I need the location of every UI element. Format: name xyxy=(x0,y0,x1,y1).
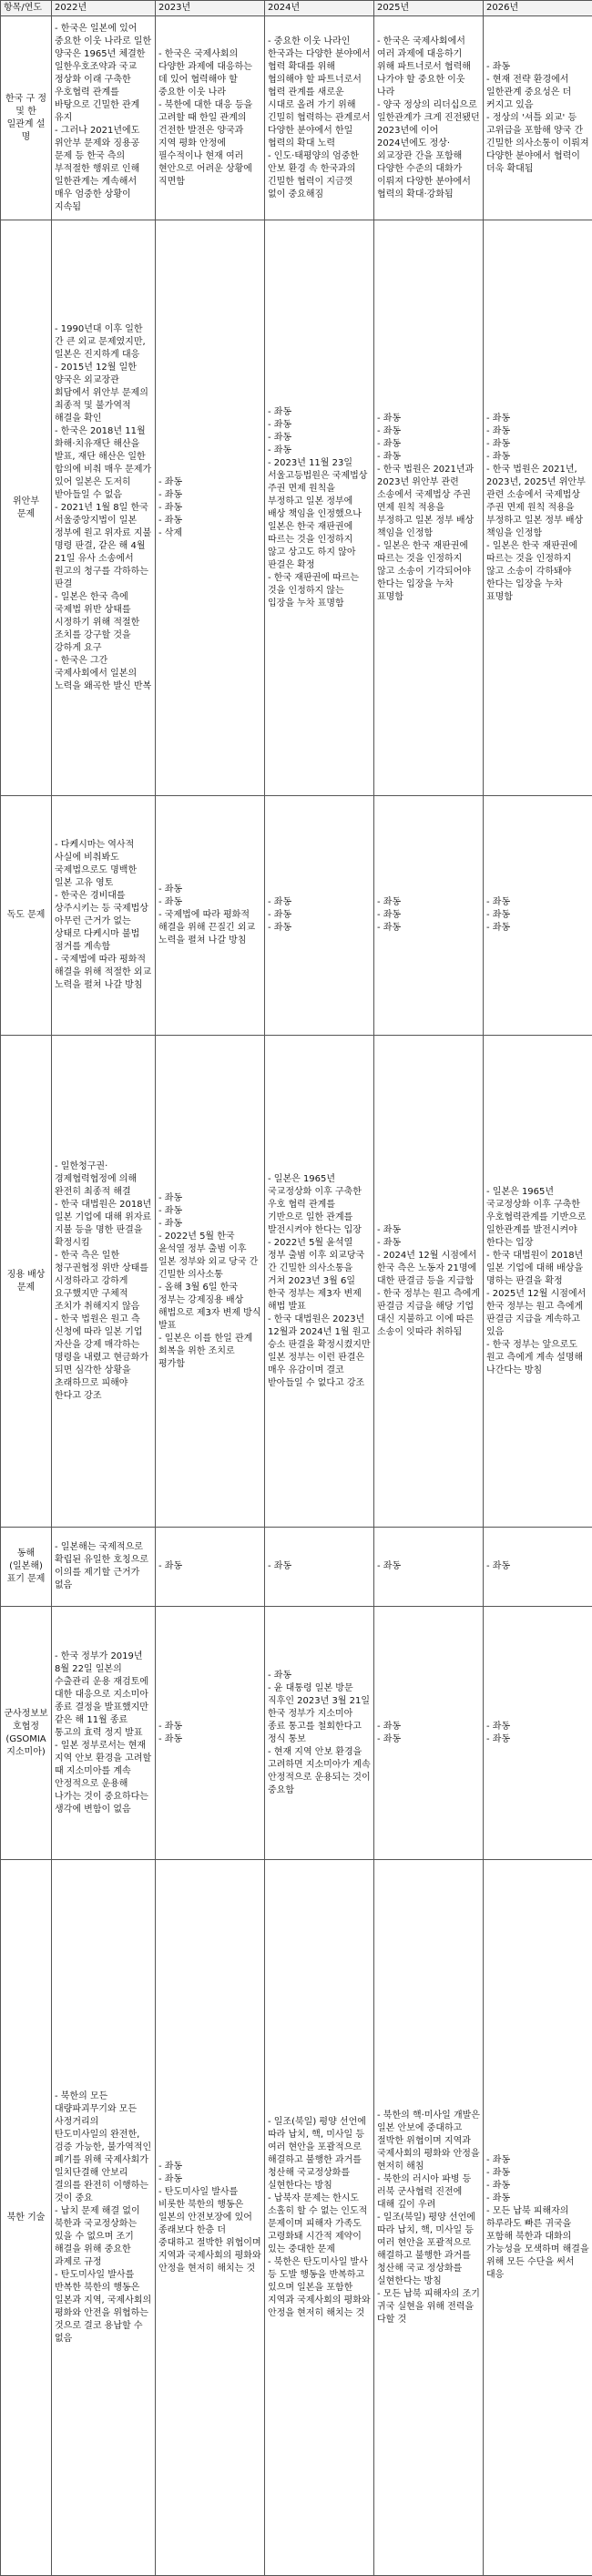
cell-2023: - 좌동 - 좌동 - 좌동 - 2022년 5월 한국 윤석열 정부 출범 이후 일본 정부와 외교 당국 간 긴밀한 의사소통 - 올해 3월 6일 한국 정부는 강제징용 배상 해법으로 제3자 변제 방식 발표 - 일본은 이를 한일 관계 회복을 위한 조치로 평가함 xyxy=(156,1036,265,1528)
cell-2026: - 좌동 - 좌동 - 좌동 - 좌동 - 모든 납북 피해자의 하루라도 빠른 귀국을 포함해 북한과 대화의 가능성을 모색하며 해결을 위해 모든 수단을 써서 대응 xyxy=(484,1860,592,2576)
row-north-korea xyxy=(1,1860,592,2576)
row-topic: 동해(일본해) 표기 문제 xyxy=(1,1528,52,1607)
cell-2022: - 일본해는 국제적으로 확립된 유일한 호칭으로 이의를 제기할 근거가 없음 xyxy=(52,1528,156,1607)
cell-2023: - 좌동 - 좌동 - 좌동 - 좌동 - 삭제 xyxy=(156,220,265,796)
cell-2023: - 좌동 - 좌동 xyxy=(156,1607,265,1860)
header-topic: 항목/연도 xyxy=(1,1,52,16)
cell-2026: - 좌동 - 좌동 - 좌동 xyxy=(484,796,592,1036)
row-comfort-women xyxy=(1,220,592,796)
cell-2025: - 북한의 핵·미사일 개발은 일본 안보에 중대하고 절박한 위협이며 지역과 국제사회의 평화와 안정을 현저히 해침 - 북한의 러시아 파병 등 러북 군사협력 진전에 대해 깊이 우려 - 일조(북일) 평양 선언에 따라 납치, 핵, 미사일 등 여러 현안을 포괄적으로 해결하고 불행한 과거를 청산해 국교 정상화를 실현한다는 방침 - 모든 납북 피해자의 조기 귀국 실현을 위해 전력을 다할 것 xyxy=(374,1860,484,2576)
cell-2022: - 한국 정부가 2019년 8월 22일 일본의 수출관리 운용 재검토에 대한 대응으로 지소미아 종료 결정을 발표했지만 같은 해 11월 종료 통고의 효력 정지 발표 - 일본 정부로서는 현재 지역 안보 환경을 고려할 때 지소미아를 계속 안정적으로 운용해 나가는 것이 중요하다는 생각에 변함이 없음 xyxy=(52,1607,156,1860)
header-year-2025: 2025년 xyxy=(374,1,484,16)
cell-2026: - 좌동 - 좌동 - 좌동 - 좌동 - 한국 법원은 2021년, 2023년, 2025년 위안부 관련 소송에서 국제법상 주권 면제 원칙 적용을 부정하고 일본 정부 배상 책임을 인정함 - 일본은 한국 재판권에 따르는 것을 인정하지 않고 소송이 각하돼야 한다는 입장을 누차 표명함 xyxy=(484,220,592,796)
cell-2022: - 1990년대 이후 일한 간 큰 외교 문제였지만, 일본은 진지하게 대응 - 2015년 12월 일한 양국은 외교장관 회담에서 위안부 문제의 최종적 및 불가역적 해결을 확인 - 한국은 2018년 11월 화해·치유재단 해산을 발표, 재단 해산은 일한 합의에 비춰 매우 문제가 있어 일본은 도저히 받아들일 수 없음 - 2021년 1월 8일 한국 서울중앙지법이 일본 정부에 원고 위자료 지불 명령 판결, 같은 해 4월 21일 유사 소송에서 원고의 청구를 각하하는 판결 - 일본은 한국 측에 국제법 위반 상태를 시정하기 위해 적절한 조치를 강구할 것을 강하게 요구 - 한국은 그간 국제사회에서 일본의 노력을 왜곡한 발신 반복 xyxy=(52,220,156,796)
cell-2025: - 좌동 - 좌동 - 2024년 12월 시점에서 한국 측은 노동자 21명에 대한 판결금 등을 지급함 - 한국 정부는 원고 측에게 판결금 지급을 해당 기업 대신 지불하고 이에 따른 소송이 잇따라 취하됨 xyxy=(374,1036,484,1528)
header-row xyxy=(1,1,592,16)
cell-2024: - 좌동 - 좌동 - 좌동 xyxy=(265,796,374,1036)
header-year-2023: 2023년 xyxy=(156,1,265,16)
row-forced-labor xyxy=(1,1036,592,1528)
row-topic: 한국 구 정 및 한 일관계 설 명 xyxy=(1,16,52,220)
cell-2023: - 좌동 - 좌동 - 탄도미사일 발사를 비롯한 북한의 행동은 일본의 안전보장에 있어 종래보다 한층 더 중대하고 절박한 위협이며 지역과 국제사회의 평화와 안정을 현저히 해치는 것 xyxy=(156,1860,265,2576)
row-topic: 독도 문제 xyxy=(1,796,52,1036)
row-topic: 위안부 문제 xyxy=(1,220,52,796)
cell-2024: - 일조(북일) 평양 선언에 따라 납치, 핵, 미사일 등 여러 현안을 포괄적으로 해결하고 불행한 과거를 청산해 국교정상화를 실현한다는 방침 - 납북자 문제는 한시도 소홀히 할 수 없는 인도적 문제이며 피해자 가족도 고령화돼 시간적 제약이 있는 중대한 문제 - 북한은 탄도미사일 발사 등 도발 행동을 반복하고 있으며 일본을 포함한 지역과 국제사회의 평화와 안정을 현저히 해치는 것 xyxy=(265,1860,374,2576)
cell-2024: - 중요한 이웃 나라인 한국과는 다양한 분야에서 협력 확대를 위해 협의해야 할 파트너로서 협력 관계를 새로운 시대로 올려 가기 위해 긴밀히 협력하는 관계로서 다양한 분야에서 한일 협력의 확대 노력 - 인도·태평양의 엄중한 안보 환경 속 한국과의 긴밀한 협력이 지금껏 없이 중요해짐 xyxy=(265,16,374,220)
cell-2024: - 좌동 xyxy=(265,1528,374,1607)
cell-2024: - 좌동 - 좌동 - 좌동 - 좌동 - 2023년 11월 23일 서울고등법원은 국제법상 주권 면제 원칙을 부정하고 일본 정부에 배상 책임을 인정했으나 일본은 한국 재판권에 따르는 것을 인정하지 않고 상고도 하지 않아 판결은 확정 - 한국 재판권에 따르는 것을 인정하지 않는 입장을 누차 표명함 xyxy=(265,220,374,796)
cell-2023: - 좌동 - 좌동 - 국제법에 따라 평화적 해결을 위해 끈질긴 외교 노력을 펼쳐 나갈 방침 xyxy=(156,796,265,1036)
row-topic: 군사정보보호협정(GSOMIA 지소미아) xyxy=(1,1607,52,1860)
cell-2025: - 좌동 - 좌동 - 좌동 - 좌동 - 한국 법원은 2021년과 2023년 위안부 관련 소송에서 국제법상 주권 면제 원칙 적용을 부정하고 일본 정부 배상 책임을 인정함 - 일본은 한국 재판권에 따르는 것을 인정하지 않고 소송이 기각되어야 한다는 입장을 누차 표명함 xyxy=(374,220,484,796)
cell-2023: - 한국은 국제사회의 다양한 과제에 대응하는 데 있어 협력해야 할 중요한 이웃 나라 - 북한에 대한 대응 등을 고려할 때 한일 관계의 건전한 발전은 양국과 지역 평화 안정에 필수적이나 현재 여러 현안으로 어려운 상황에 직면함 xyxy=(156,16,265,220)
cell-2025: - 한국은 국제사회에서 여러 과제에 대응하기 위해 파트너로서 협력해 나가야 할 중요한 이웃 나라 - 양국 정상의 리더십으로 일한관계가 크게 진전됐던 2023년에 이어 2024년에도 정상·외교장관 간을 포함해 다양한 수준의 대화가 이뤄져 다양한 분야에서 협력의 확대·강화됨 xyxy=(374,16,484,220)
header-year-2022: 2022년 xyxy=(52,1,156,16)
cell-2026: - 좌동 - 좌동 xyxy=(484,1607,592,1860)
cell-2026: - 일본은 1965년 국교정상화 이후 구축한 우호협력관계를 기반으로 일한관계를 발전시켜야 한다는 입장 - 한국 대법원이 2018년 일본 기업에 대해 배상을 명하는 판결을 확정 - 2025년 12월 시점에서 한국 정부는 원고 측에게 판결금 지급을 계속하고 있음 - 한국 정부는 앞으로도 원고 측에게 계속 설명해 나간다는 방침 xyxy=(484,1036,592,1528)
row-dokdo xyxy=(1,796,592,1036)
cell-2022: - 한국은 일본에 있어 중요한 이웃 나라로 일한 양국은 1965년 체결한 일한우호조약과 국교 정상화 이래 구축한 우호협력 관계를 바탕으로 긴밀한 관계 유지 - 그러나 2021년에도 위안부 문제와 징용공 문제 등 한국 측의 부적절한 행위로 인해 일한관계는 계속해서 매우 엄중한 상황이 지속됨 xyxy=(52,16,156,220)
header-year-2026: 2026년 xyxy=(484,1,592,16)
cell-2022: - 북한의 모든 대량파괴무기와 모든 사정거리의 탄도미사일의 완전한, 검증 가능한, 불가역적인 폐기를 위해 국제사회가 일치단결해 안보리 결의를 완전히 이행하는 것이 중요 - 납치 문제 해결 없이 북한과 국교정상화는 있을 수 없으며 조기 해결을 위해 중요한 과제로 규정 - 탄도미사일 발사를 반복한 북한의 행동은 일본과 지역, 국제사회의 평화와 안전을 위협하는 것으로 결코 용납할 수 없음 xyxy=(52,1860,156,2576)
cell-2026: - 좌동 - 현재 전략 환경에서 일한관계 중요성은 더 커지고 있음 - 정상의 '셔틀 외교' 등 고위급을 포함해 양국 간 긴밀한 의사소통이 이뤄져 다양한 분야에서 협력이 더욱 확대됨 xyxy=(484,16,592,220)
cell-2025: - 좌동 - 좌동 - 좌동 xyxy=(374,796,484,1036)
cell-2022: - 다케시마는 역사적 사실에 비춰봐도 국제법으로도 명백한 일본 고유 영토 - 한국은 경비대를 상주시키는 등 국제법상 아무런 근거가 없는 상태로 다케시마 불법 점거를 계속함 - 국제법에 따라 평화적 해결을 위해 적절한 외교 노력을 펼쳐 나갈 방침 xyxy=(52,796,156,1036)
header-year-2024: 2024년 xyxy=(265,1,374,16)
cell-2022: - 일한청구권·경제협력협정에 의해 완전히 최종적 해결 - 한국 대법원은 2018년 일본 기업에 대해 위자료 지불 등을 명한 판결을 확정시킴 - 한국 측은 일한 청구권협정 위반 상태를 시정하라고 강하게 요구했지만 구체적 조치가 취해지지 않음 - 한국 법원은 원고 측 신청에 따라 일본 기업 자산을 강제 매각하는 명령을 내렸고 현금화가 되면 심각한 상황을 초래하므로 피해야 한다고 강조 xyxy=(52,1036,156,1528)
row-east-sea xyxy=(1,1528,592,1607)
row-gsomia xyxy=(1,1607,592,1860)
row-topic: 북한 기술 xyxy=(1,1860,52,2576)
cell-2025: - 좌동 xyxy=(374,1528,484,1607)
cell-2023: - 좌동 xyxy=(156,1528,265,1607)
cell-2026: - 좌동 xyxy=(484,1528,592,1607)
cell-2024: - 좌동 - 윤 대통령 일본 방문 직후인 2023년 3월 21일 한국 정부가 지소미아 종료 통고를 철회한다고 정식 통보 - 현재 지역 안보 환경을 고려하면 지소미아가 계속 안정적으로 운용되는 것이 중요함 xyxy=(265,1607,374,1860)
row-topic: 징용 배상 문제 xyxy=(1,1036,52,1528)
cell-2024: - 일본은 1965년 국교정상화 이후 구축한 우호 협력 관계를 기반으로 일한 관계를 발전시켜야 한다는 입장 - 2022년 5월 윤석열 정부 출범 이후 외교당국 간 긴밀한 의사소통을 거쳐 2023년 3월 6일 한국 정부는 제3자 변제 해법 발표 - 한국 대법원은 2023년 12월과 2024년 1월 원고 승소 판결을 확정시켰지만 일본 정부는 이런 판결은 매우 유감이며 결코 받아들일 수 없다고 강조 xyxy=(265,1036,374,1528)
cell-2025: - 좌동 - 좌동 xyxy=(374,1607,484,1860)
row-korea-relations xyxy=(1,16,592,220)
